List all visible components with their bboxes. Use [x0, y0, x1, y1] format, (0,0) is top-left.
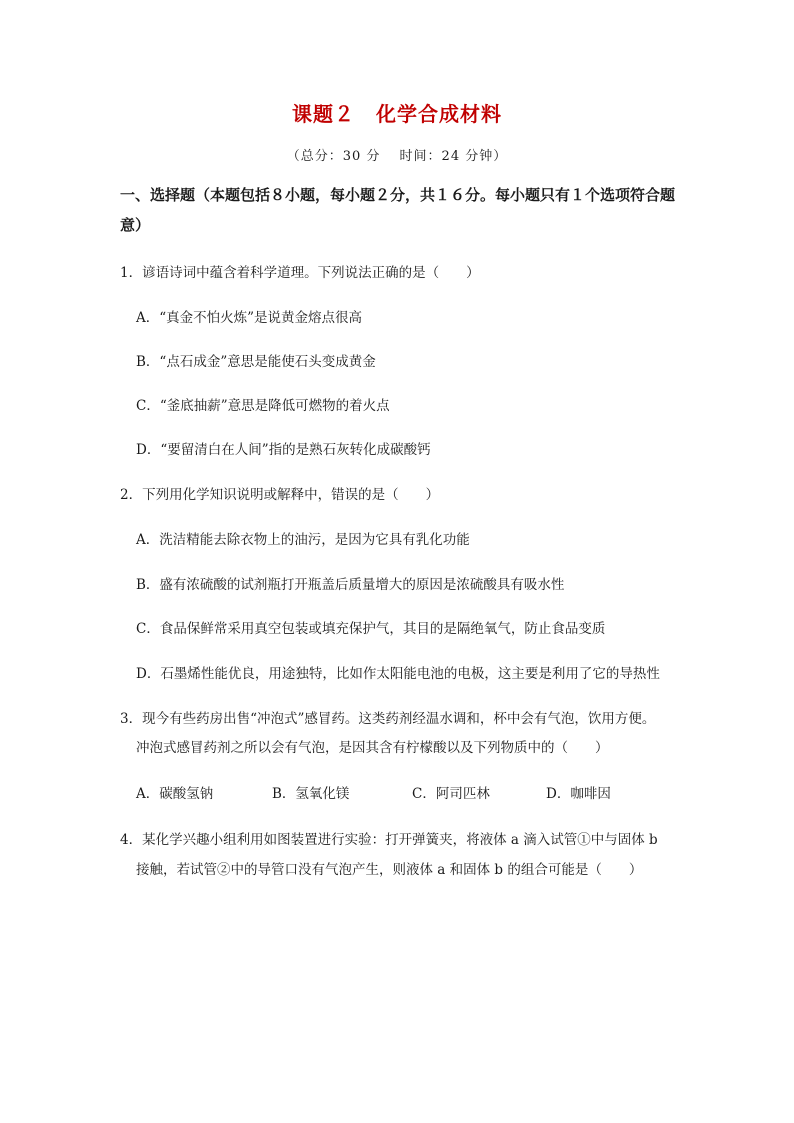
question-1-option-b: B．“点石成金”意思是能使石头变成黄金: [136, 354, 376, 370]
question-1-option-a: A．“真金不怕火炼”是说黄金熔点很高: [136, 310, 363, 326]
question-2-option-a: A．洗洁精能去除衣物上的油污，是因为它具有乳化功能: [136, 532, 470, 548]
question-3-stem-line2: 冲泡式感冒药剂之所以会有气泡，是因其含有柠檬酸以及下列物质中的（ ）: [136, 740, 609, 756]
question-1-stem: 1．谚语诗词中蕴含着科学道理。下列说法正确的是（ ）: [120, 265, 480, 281]
score-time-info: （总分：30 分 时间：24 分钟）: [286, 149, 508, 164]
question-4-stem-line1: 4．某化学兴趣小组利用如图装置进行实验：打开弹簧夹，将液体 a 滴入试管①中与固体 b: [120, 832, 658, 848]
question-3-option-c: C．阿司匹林: [412, 786, 490, 802]
question-2-option-b: B．盛有浓硫酸的试剂瓶打开瓶盖后质量增大的原因是浓硫酸具有吸水性: [136, 577, 565, 593]
question-3-stem-line1: 3．现今有些药房出售“冲泡式”感冒药。这类药剂经温水调和，杯中会有气泡，饮用方便。: [120, 711, 656, 727]
question-4-stem-line2: 接触，若试管②中的导管口没有气泡产生，则液体 a 和固体 b 的组合可能是（ ）: [136, 862, 643, 878]
question-2-option-d: D．石墨烯性能优良，用途独特，比如作太阳能电池的电极，这主要是利用了它的导热性: [136, 666, 660, 682]
question-3-option-a: A．碳酸氢钠: [136, 786, 214, 802]
section-heading: 一、选择题（本题包括８小题，每小题２分，共１６分。每小题只有１个选项符合题意）: [120, 186, 676, 234]
page-title: 课题２ 化学合成材料: [292, 102, 502, 126]
question-3-option-d: D．咖啡因: [546, 786, 611, 802]
question-2-option-c: C．食品保鲜常采用真空包装或填充保护气，其目的是隔绝氧气，防止食品变质: [136, 621, 606, 637]
question-1-option-d: D．“要留清白在人间”指的是熟石灰转化成碳酸钙: [136, 442, 431, 458]
question-1-option-c: C．“釜底抽薪”意思是降低可燃物的着火点: [136, 398, 390, 414]
question-2-stem: 2．下列用化学知识说明或解释中，错误的是（ ）: [120, 487, 440, 503]
question-3-option-b: B．氢氧化镁: [272, 786, 350, 802]
